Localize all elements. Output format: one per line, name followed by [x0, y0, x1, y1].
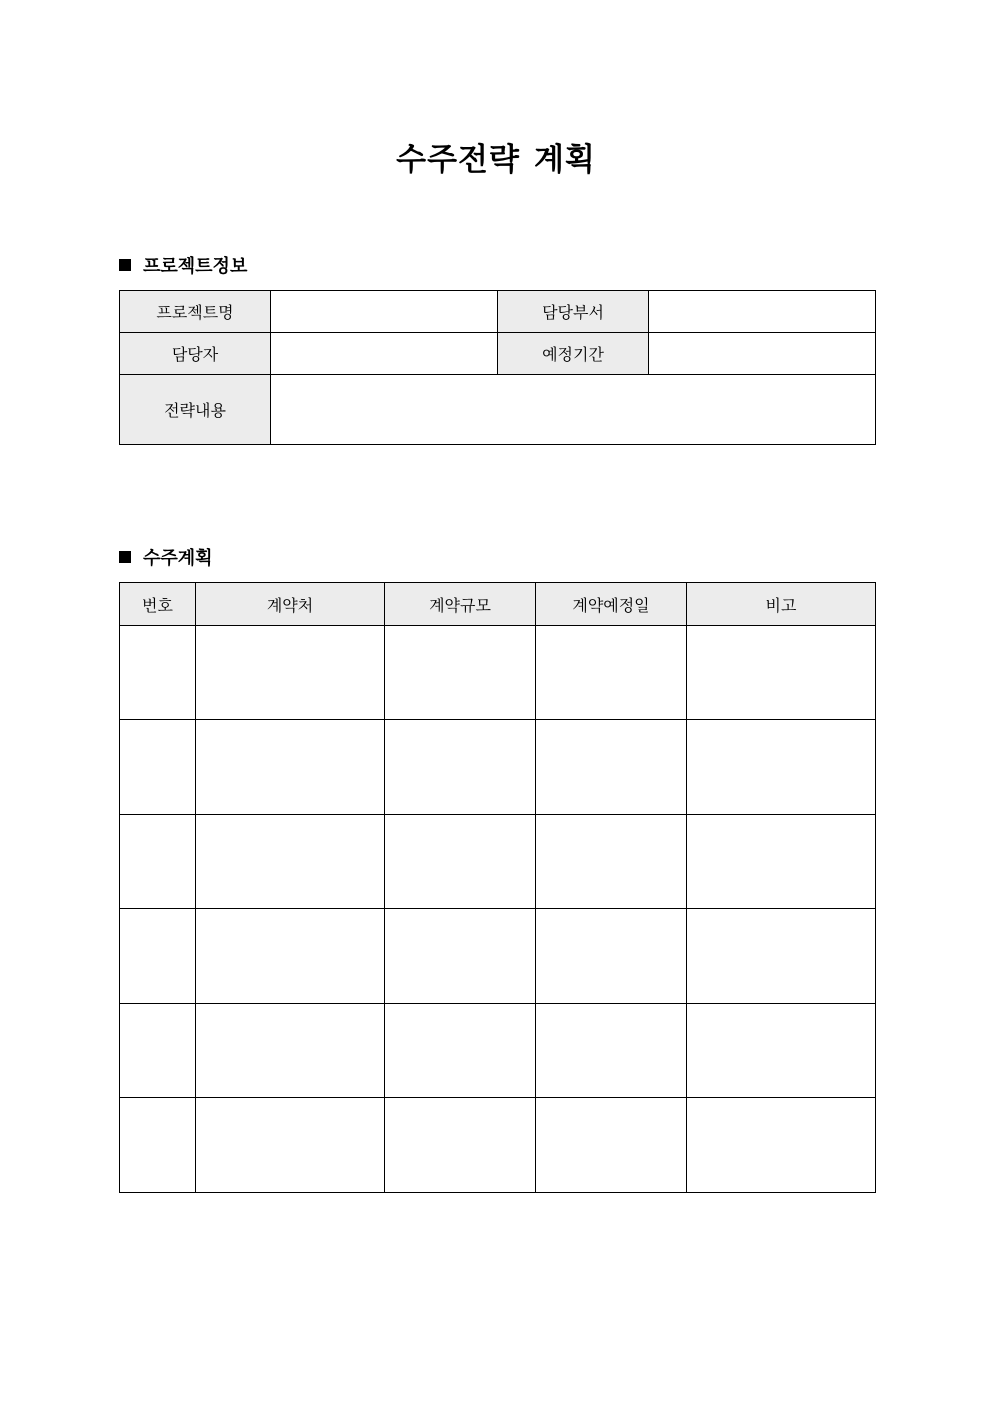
contract-size-cell[interactable] — [385, 1098, 536, 1193]
contract-date-cell[interactable] — [536, 1004, 687, 1098]
column-header-contract-date: 계약예정일 — [536, 583, 687, 626]
manager-label: 담당자 — [120, 333, 271, 375]
remarks-cell[interactable] — [687, 909, 876, 1004]
table-row — [120, 291, 876, 333]
contract-date-cell[interactable] — [536, 815, 687, 909]
remarks-cell[interactable] — [687, 815, 876, 909]
strategy-field[interactable] — [271, 375, 876, 445]
remarks-cell[interactable] — [687, 1098, 876, 1193]
project-name-field[interactable] — [271, 291, 498, 333]
table-row — [120, 720, 876, 815]
contractor-cell[interactable] — [196, 1004, 385, 1098]
project-info-table — [119, 290, 876, 445]
table-row — [120, 626, 876, 720]
remarks-cell[interactable] — [687, 1004, 876, 1098]
table-row — [120, 1004, 876, 1098]
column-header-contract-size: 계약규모 — [385, 583, 536, 626]
contract-size-cell[interactable] — [385, 815, 536, 909]
number-cell[interactable] — [120, 1004, 196, 1098]
contractor-cell[interactable] — [196, 626, 385, 720]
table-row — [120, 1098, 876, 1193]
contract-size-cell[interactable] — [385, 626, 536, 720]
department-label: 담당부서 — [498, 291, 649, 333]
section-heading-label: 프로젝트정보 — [143, 256, 248, 277]
table-row — [120, 909, 876, 1004]
contract-size-cell[interactable] — [385, 1004, 536, 1098]
number-cell[interactable] — [120, 909, 196, 1004]
section-heading-project-info — [119, 253, 247, 277]
contract-size-cell[interactable] — [385, 909, 536, 1004]
table-row — [120, 333, 876, 375]
title-part-1: 수주전략 — [396, 142, 520, 178]
contract-date-cell[interactable] — [536, 909, 687, 1004]
square-bullet-icon — [119, 259, 131, 271]
contractor-cell[interactable] — [196, 1098, 385, 1193]
number-cell[interactable] — [120, 720, 196, 815]
number-cell[interactable] — [120, 815, 196, 909]
contract-date-cell[interactable] — [536, 626, 687, 720]
contractor-cell[interactable] — [196, 720, 385, 815]
number-cell[interactable] — [120, 626, 196, 720]
section-heading-order-plan — [119, 545, 213, 569]
table-header-row — [120, 583, 876, 626]
title-part-2: 계획 — [533, 142, 596, 178]
square-bullet-icon — [119, 551, 131, 563]
period-field[interactable] — [649, 333, 876, 375]
contract-size-cell[interactable] — [385, 720, 536, 815]
document-title — [0, 134, 992, 179]
section-heading-label: 수주계획 — [143, 548, 213, 569]
contractor-cell[interactable] — [196, 909, 385, 1004]
column-header-number: 번호 — [120, 583, 196, 626]
table-row — [120, 815, 876, 909]
manager-field[interactable] — [271, 333, 498, 375]
period-label: 예정기간 — [498, 333, 649, 375]
column-header-contractor: 계약처 — [196, 583, 385, 626]
project-name-label: 프로젝트명 — [120, 291, 271, 333]
table-row — [120, 375, 876, 445]
order-plan-table — [119, 582, 876, 1193]
remarks-cell[interactable] — [687, 720, 876, 815]
column-header-remarks: 비고 — [687, 583, 876, 626]
number-cell[interactable] — [120, 1098, 196, 1193]
strategy-label: 전략내용 — [120, 375, 271, 445]
remarks-cell[interactable] — [687, 626, 876, 720]
department-field[interactable] — [649, 291, 876, 333]
contract-date-cell[interactable] — [536, 720, 687, 815]
contract-date-cell[interactable] — [536, 1098, 687, 1193]
contractor-cell[interactable] — [196, 815, 385, 909]
